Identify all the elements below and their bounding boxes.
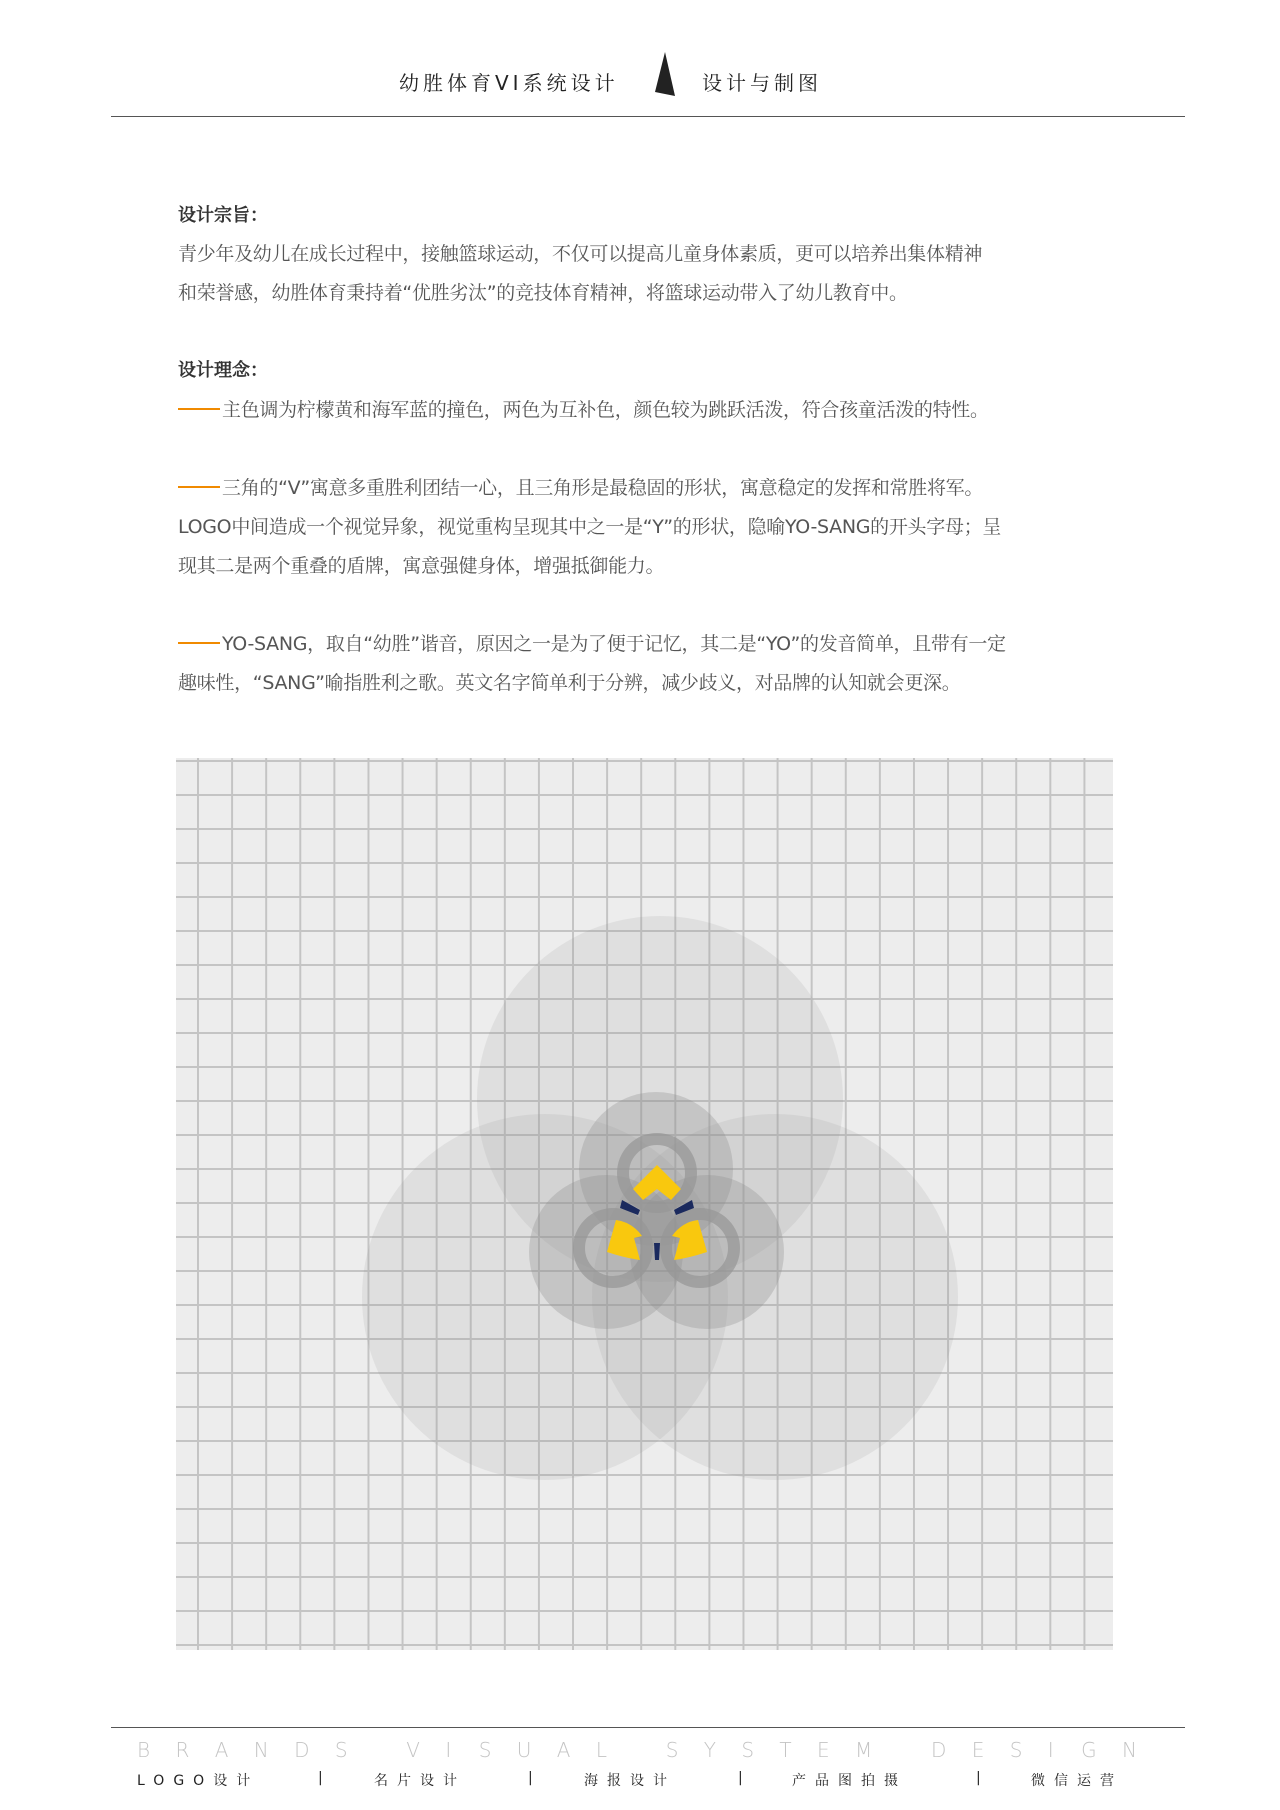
footer-separator: | xyxy=(318,1770,332,1786)
brands-letter: D xyxy=(930,1738,947,1762)
brands-letter: I xyxy=(445,1738,452,1762)
brands-letter: N xyxy=(253,1738,269,1762)
orange-dash xyxy=(178,486,220,488)
brands-letter: N xyxy=(1122,1738,1137,1762)
header-divider xyxy=(111,116,1185,117)
orange-dash xyxy=(178,408,220,410)
footer-nav-card[interactable]: 名片设计 xyxy=(374,1773,466,1789)
brands-letter: S xyxy=(665,1738,679,1762)
brands-letter: U xyxy=(516,1738,532,1762)
brands-letter: B xyxy=(137,1738,151,1762)
brands-letter: I xyxy=(1047,1738,1054,1762)
purpose-line: 青少年及幼儿在成长过程中，接触篮球运动，不仅可以提高儿童身体素质，更可以培养出集体精神 xyxy=(178,243,983,265)
footer-nav-logo[interactable]: LOGO设计 xyxy=(137,1773,260,1789)
brands-letter: V xyxy=(406,1738,420,1762)
logo-construction-grid xyxy=(176,758,1113,1650)
footer-separator: | xyxy=(528,1770,542,1786)
footer-separator: | xyxy=(738,1770,752,1786)
brands-letter: A xyxy=(214,1738,229,1762)
orange-dash xyxy=(178,642,220,644)
footer-separator: | xyxy=(976,1770,990,1786)
brands-letter: S xyxy=(334,1738,348,1762)
purpose-line: 和荣誉感，幼胜体育秉持着“优胜劣汰”的竞技体育精神，将篮球运动带入了幼儿教育中。 xyxy=(178,282,908,304)
brands-letter xyxy=(632,1738,640,1762)
brands-letter: G xyxy=(1081,1738,1097,1762)
brands-letter: A xyxy=(556,1738,571,1762)
triangle-logo-icon xyxy=(653,50,677,98)
footer-nav-wechat[interactable]: 微信运营 xyxy=(1031,1773,1123,1789)
concept-para-1: 主色调为柠檬黄和海军蓝的撞色，两色为互补色，颜色较为跳跃活泼，符合孩童活泼的特性。 xyxy=(178,395,989,422)
header-left-title: 幼胜体育VI系统设计 xyxy=(399,71,619,95)
brands-letter: D xyxy=(294,1738,310,1762)
brands-letter: Y xyxy=(703,1738,716,1762)
brands-letter: M xyxy=(854,1738,873,1762)
brands-tagline xyxy=(137,1738,1137,1762)
footer-divider xyxy=(111,1727,1185,1728)
brands-letter: R xyxy=(175,1738,190,1762)
concept-line: LOGO中间造成一个视觉异象，视觉重构呈现其中之一是“Y”的形状，隐喻YO-SANG的开头字母；呈 xyxy=(178,516,1002,538)
header-right-title: 设计与制图 xyxy=(702,71,822,95)
brands-letter: S xyxy=(741,1738,755,1762)
footer-nav-product-photo[interactable]: 产品图拍摄 xyxy=(792,1773,907,1789)
footer-nav-poster[interactable]: 海报设计 xyxy=(584,1773,676,1789)
logo-construction-diagram xyxy=(176,758,1113,1650)
brands-letter: T xyxy=(779,1738,792,1762)
brands-letter: E xyxy=(971,1738,985,1762)
concept-line: 趣味性，“SANG”喻指胜利之歌。英文名字简单利于分辨，减少歧义，对品牌的认知就会更深。 xyxy=(178,672,961,694)
brands-letter: S xyxy=(478,1738,492,1762)
brands-letter: S xyxy=(1009,1738,1023,1762)
concept-line: 现其二是两个重叠的盾牌，寓意强健身体，增强抵御能力。 xyxy=(178,555,665,577)
purpose-heading: 设计宗旨： xyxy=(178,205,268,226)
concept-para-2: 三角的“V”寓意多重胜利团结一心，且三角形是最稳固的形状，寓意稳定的发挥和常胜将军。 xyxy=(178,473,983,500)
concept-para-3: YO-SANG，取自“幼胜”谐音，原因之一是为了便于记忆，其二是“YO”的发音简单，且带有一定 xyxy=(178,629,1006,656)
brands-letter: E xyxy=(816,1738,830,1762)
brands-letter: L xyxy=(595,1738,607,1762)
brands-letter xyxy=(898,1738,906,1762)
concept-heading: 设计理念： xyxy=(178,360,268,381)
brands-letter xyxy=(373,1738,381,1762)
